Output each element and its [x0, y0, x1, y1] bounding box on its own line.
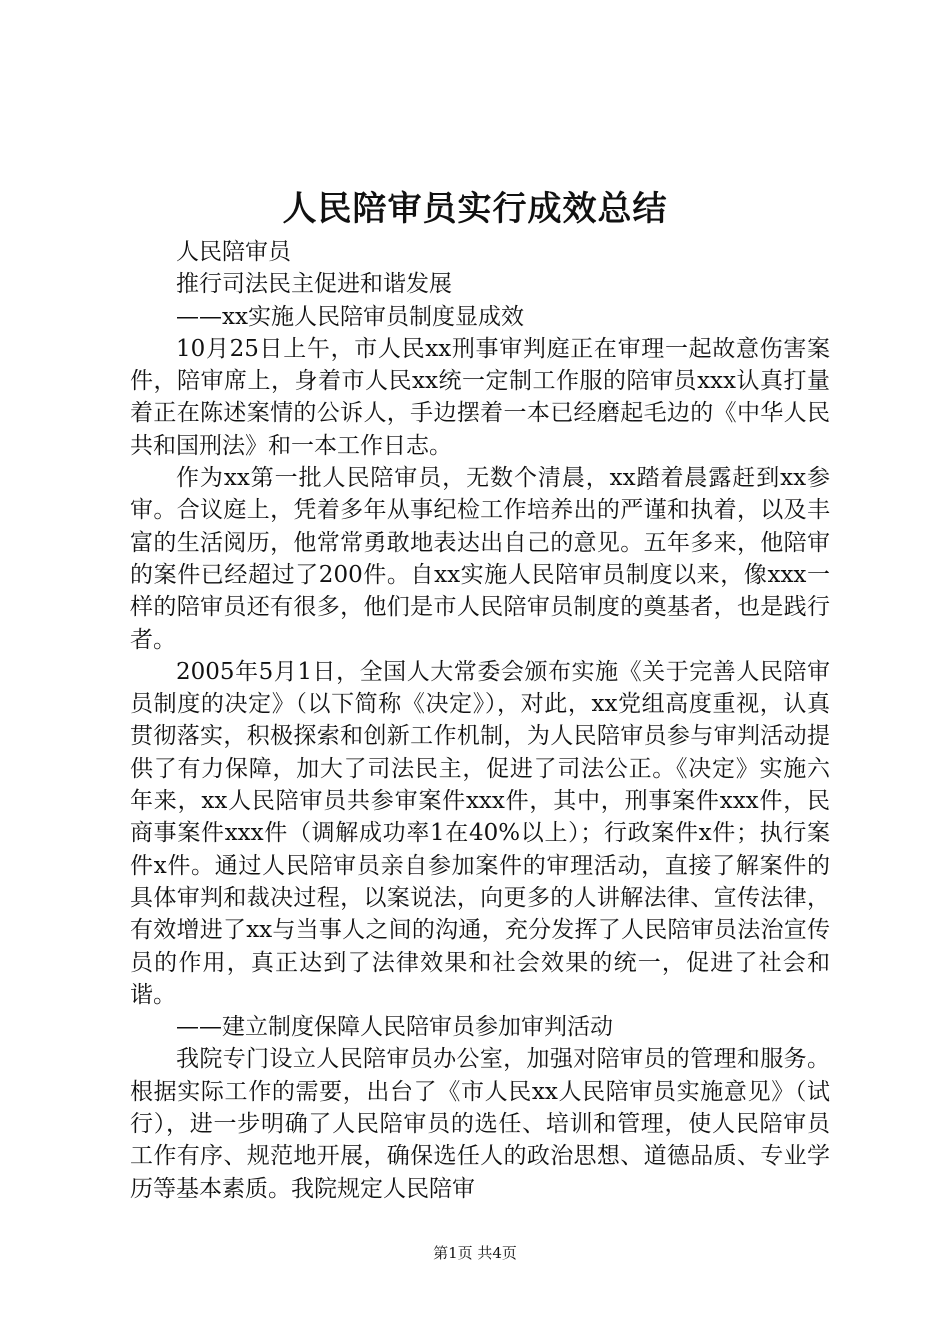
paragraph-body: 我院专门设立人民陪审员办公室，加强对陪审员的管理和服务。根据实际工作的需要，出台了《市人民xx人民陪审员实施意见》（试行），进一步明确了人民陪审员的选任、培训和管理，使人民陪审员工作有序、规范地开展，确保选任人的政治思想、道德品质、专业学历等基本素质。我院规定人民陪审: [130, 1046, 830, 1202]
document-body: [130, 236, 830, 1205]
paragraph-section-heading: ——xx实施人民陪审员制度显成效: [176, 303, 524, 330]
paragraph-body: 10月25日上午，市人民xx刑事审判庭正在审理一起故意伤害案件，陪审席上，身着市人民xx统一定制工作服的陪审员xxx认真打量着正在陈述案情的公诉人，手边摆着一本已经磨起毛边的《中华人民共和国刑法》和一本工作日志。: [130, 335, 830, 459]
paragraph-body: 2005年5月1日，全国人大常委会颁布实施《关于完善人民陪审员制度的决定》（以下简称《决定》），对此，xx党组高度重视，认真贯彻落实，积极探索和创新工作机制，为人民陪审员参与审判活动提供了有力保障，加大了司法民主，促进了司法公正。《决定》实施六年来，xx人民陪审员共参审案件xxx件，其中，刑事案件xxx件，民商事案件xxx件（调解成功率1在40%以上）；行政案件x件；执行案件x件。通过人民陪审员亲自参加案件的审理活动，直接了解案件的具体审判和裁决过程，以案说法，向更多的人讲解法律、宣传法律，有效增进了xx与当事人之间的沟通，充分发挥了人民陪审员法治宣传员的作用，真正达到了法律效果和社会效果的统一，促进了社会和谐。: [130, 658, 830, 1008]
paragraph-heading-jurors: 人民陪审员: [176, 239, 291, 265]
document-title: 人民陪审员实行成效总结: [282, 189, 668, 229]
paragraph-section-heading: ——建立制度保障人民陪审员参加审判活动: [176, 1014, 613, 1041]
page-footer: 第1页 共4页: [433, 1244, 517, 1262]
paragraph-subtitle: 推行司法民主促进和谐发展: [176, 271, 452, 298]
paragraph-body: 作为xx第一批人民陪审员，无数个清晨，xx踏着晨露赶到xx参审。合议庭上，凭着多年从事纪检工作培养出的严谨和执着，以及丰富的生活阅历，他常常勇敢地表达出自己的意见。五年多来，他陪审的案件已经超过了200件。自xx实施人民陪审员制度以来，像xxx一样的陪审员还有很多，他们是市人民陪审员制度的奠基者，也是践行者。: [130, 465, 830, 653]
